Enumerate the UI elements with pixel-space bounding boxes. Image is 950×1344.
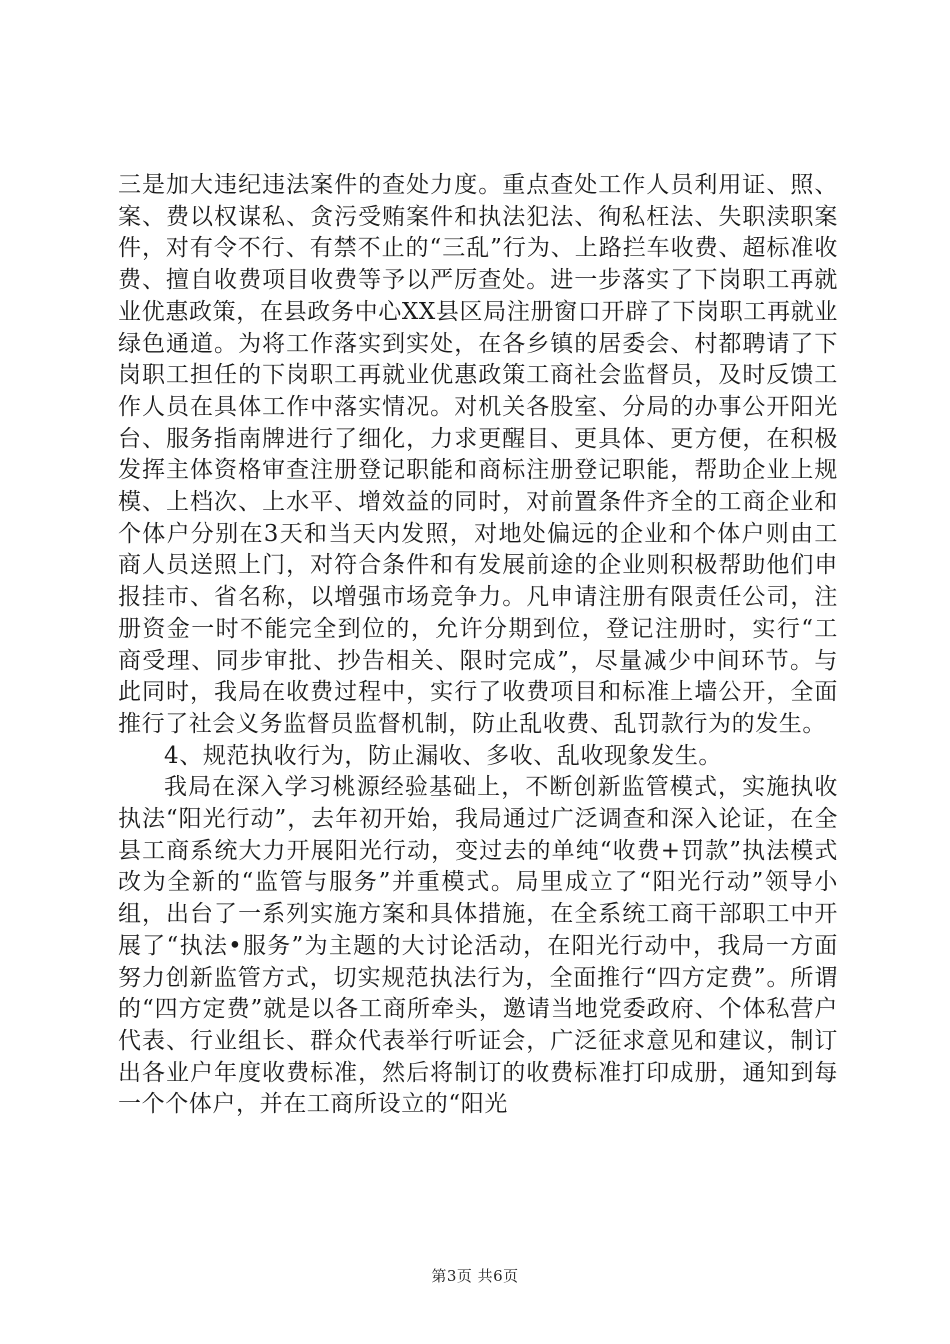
- paragraph-enforcement: 三是加大违纪违法案件的查处力度。重点查处工作人员利用证、照、案、费以权谋私、贪污受贿案件和执法犯法、徇私枉法、失职渎职案件，对有令不行、有禁不止的“三乱”行为、上路拦车收费、超标准收费、擅自收费项目收费等予以严厉查处。进一步落实了下岗职工再就业优惠政策，在县政务中心XX县区局注册窗口开辟了下岗职工再就业绿色通道。为将工作落实到实处，在各乡镇的居委会、村都聘请了下岗职工担任的下岗职工再就业优惠政策工商社会监督员，及时反馈工作人员在具体工作中落实情况。对机关各股室、分局的办事公开阳光台、服务指南牌进行了细化，力求更醒目、更具体、更方便，在积极发挥主体资格审查注册登记职能和商标注册登记职能，帮助企业上规模、上档次、上水平、增效益的同时，对前置条件齐全的工商企业和个体户分别在3天和当天内发照，对地处偏远的企业和个体户则由工商人员送照上门，对符合条件和有发展前途的企业则积极帮助他们申报挂市、省名称，以增强市场竞争力。凡申请注册有限责任公司，注册资金一时不能完全到位的，允许分期到位，登记注册时，实行“工商受理、同步审批、抄告相关、限时完成”，尽量减少中间环节。与此同时，我局在收费过程中，实行了收费项目和标准上墙公开，全面推行了社会义务监督员监督机制，防止乱收费、乱罚款行为的发生。: [118, 172, 838, 737]
- paragraph-sunshine-action: 我局在深入学习桃源经验基础上，不断创新监管模式，实施执收执法“阳光行动”，去年初开始，我局通过广泛调查和深入论证，在全县工商系统大力开展阳光行动，变过去的单纯“收费+罚款”执法模式改为全新的“监管与服务”并重模式。局里成立了“阳光行动”领导小组，出台了一系列实施方案和具体措施，在全系统工商干部职工中开展了“执法•服务”为主题的大讨论活动，在阳光行动中，我局一方面努力创新监管方式，切实规范执法行为，全面推行“四方定费”。所谓的“四方定费”就是以各工商所牵头，邀请当地党委政府、个体私营户代表、行业组长、群众代表举行听证会，广泛征求意见和建议，制订出各业户年度收费标准，然后将制订的收费标准打印成册，通知到每一个个体户，并在工商所设立的“阳光: [118, 774, 838, 1118]
- section-heading-4: 4、规范执收行为，防止漏收、多收、乱收现象发生。: [164, 742, 723, 769]
- page-footer: 第3页 共6页: [431, 1267, 519, 1285]
- document-body: [118, 170, 838, 1121]
